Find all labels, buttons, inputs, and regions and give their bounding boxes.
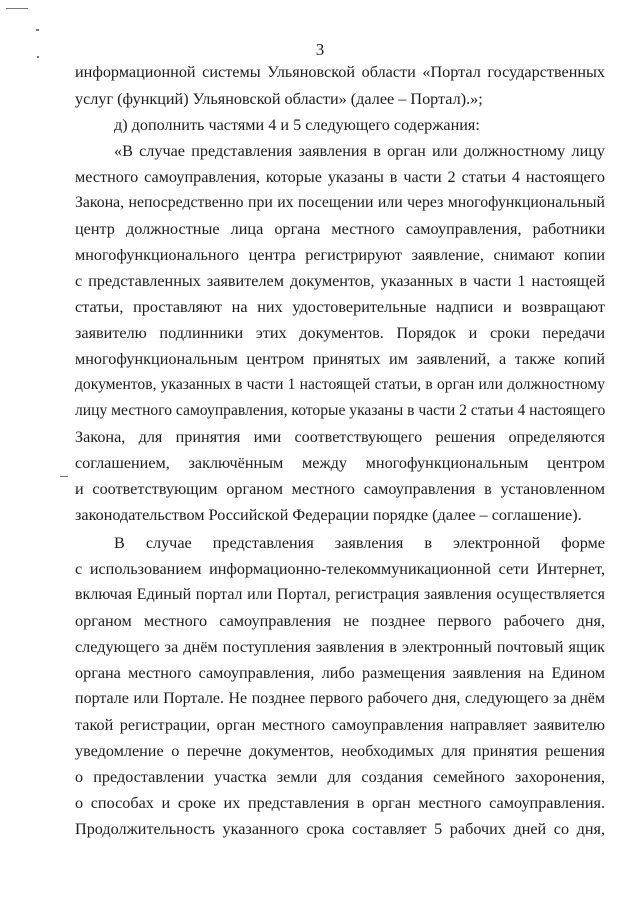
text-line: заявителю подлинники этих документов. Порядок и сроки передачи	[75, 324, 605, 342]
text-line: законодательством Российской Федерации порядке (далее – соглашение).	[75, 506, 582, 524]
text-line: местного самоуправления, которые указаны в части 2 статьи 4 настоящего	[75, 168, 605, 186]
text-line: следующего за днём поступления заявления в электронный почтовый ящик	[75, 638, 605, 656]
text-line: органом местного самоуправления не позднее первого рабочего дня,	[75, 612, 605, 630]
page-number: 3	[315, 40, 325, 59]
text-line: с представленных заявителем документов, указанных в части 1 настоящей	[75, 272, 605, 290]
scan-mark-margin	[60, 476, 68, 477]
text-line: центр должностные лица органа местного самоуправления, работники	[75, 220, 605, 238]
text-line: портале или Портале. Не позднее первого рабочего дня, следующего за днём	[75, 690, 605, 707]
text-line: многофункционального центра регистрируют заявление, снимают копии	[75, 246, 605, 264]
text-line: документов, указанных в части 1 настоящей статьи, в орган или должностному	[75, 376, 605, 393]
text-line: включая Единый портал или Портал, регистрация заявления осуществляется	[75, 586, 605, 603]
text-line: В случае представления заявления в электронной форме	[114, 534, 605, 552]
text-line: с использованием информационно-телекоммуникационной сети Интернет,	[75, 560, 605, 578]
text-line: соглашением, заключённым между многофункциональным центром	[75, 454, 605, 472]
text-line: Закона, для принятия ими соответствующего решения определяются	[75, 428, 605, 446]
text-line: услуг (функций) Ульяновской области» (далее – Портал).»;	[75, 90, 483, 108]
text-line: органа местного самоуправления, либо размещения заявления на Едином	[75, 664, 605, 682]
text-line: о способах и сроке их представления в орган местного самоуправления.	[75, 794, 605, 812]
text-line: «В случае представления заявления в орган или должностному лицу	[114, 142, 605, 160]
text-line: многофункциональным центром принятых им заявлений, а также копий	[75, 350, 605, 368]
text-line: лицу местного самоуправления, которые указаны в части 2 статьи 4 настоящего	[75, 402, 606, 419]
text-line: такой регистрации, орган местного самоуправления направляет заявителю	[75, 716, 605, 734]
text-line: о предоставлении участка земли для создания семейного захоронения,	[75, 768, 605, 786]
text-line: статьи, проставляют на них удостоверительные надписи и возвращают	[75, 298, 605, 316]
scan-mark-dot	[36, 29, 39, 31]
text-line: д) дополнить частями 4 и 5 следующего содержания:	[114, 116, 480, 134]
text-line: и соответствующим органом местного самоуправления в установленном	[75, 480, 605, 498]
text-line: уведомление о перечне документов, необходимых для принятия решения	[75, 742, 605, 760]
scan-mark-top	[6, 8, 28, 9]
text-line: Закона, непосредственно при их посещении или через многофункциональный	[75, 194, 605, 211]
text-line: информационной системы Ульяновской области «Портал государственных	[75, 63, 605, 81]
text-line: Продолжительность указанного срока составляет 5 рабочих дней со дня,	[75, 820, 605, 838]
